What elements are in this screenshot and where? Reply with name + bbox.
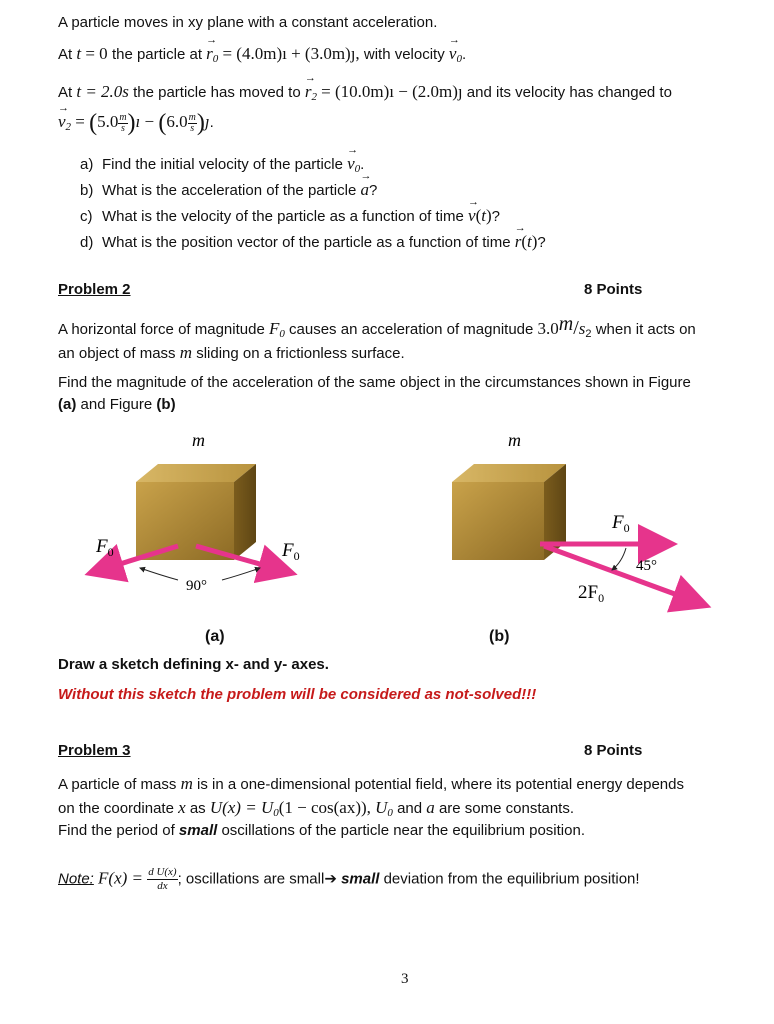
sketch-warning: Without this sketch the problem will be considered as not-solved!!! (58, 686, 537, 703)
question-d: d) What is the position vector of the particle as a function of time → r(t)? (80, 232, 546, 252)
force-label-2f-b: $2F_0$ (578, 582, 605, 605)
problem2-title: Problem 2 (58, 281, 131, 298)
problem1-intro: A particle moves in xy plane with a constant acceleration. (58, 14, 438, 31)
problem2-text4: (a) and Figure (b) (58, 396, 176, 413)
force-label-left-a: $F_0$ (96, 536, 114, 559)
problem2-text1: A horizontal force of magnitude $F_0$ causes an acceleration of magnitude $3.0m/s_2$ when it acts on (58, 313, 696, 340)
sketch-instruction: Draw a sketch defining x- and y- axes. (58, 656, 329, 673)
problem2-text2: an object of mass m sliding on a frictionless surface. (58, 343, 405, 362)
problem2-text3: Find the magnitude of the acceleration of the same object in the circumstances shown in Figure (58, 374, 691, 391)
problem2-points: 8 Points (584, 281, 643, 298)
question-b: b) What is the acceleration of the particle → a? (80, 180, 377, 200)
mass-label-a: m (192, 430, 205, 450)
problem3-note: Note: F(x) = $\frac{\text{d U(x)}}{dx}$ ; oscillations are small➔ small deviation from the equilibrium position! (58, 866, 640, 892)
page-number: 3 (401, 971, 409, 987)
figure-a-caption: (a) (205, 628, 225, 645)
problem1-v2: → $v_2 = (5.0$ $\frac{m}{s}$ )ı − (6.0 $\frac{m}{s}$ )ȷ. (58, 110, 214, 137)
force-arrow-diagonal-b (544, 546, 702, 604)
problem3-points: 8 Points (584, 742, 643, 759)
force-label-right-a: $F_0$ (282, 540, 300, 563)
problem1-line2: At t = 0 the particle at → $r_0$ = (4.0m)ı + (3.0m)ȷ, with velocity → $v_0$. (58, 44, 466, 65)
problem3-text1: A particle of mass m is in a one-dimensional potential field, where its potential energy depends (58, 774, 684, 793)
problem3-text2: on the coordinate x as $U(x) = U_0(1 - \cos(ax))$, $U_0$ and a are some constants. (58, 798, 575, 819)
mass-label-b: m (508, 430, 521, 450)
figure-b (452, 430, 702, 605)
question-c: c) What is the velocity of the particle as a function of time → v(t)? (80, 206, 500, 226)
question-a: a) Find the initial velocity of the particle → $v_0$. (80, 154, 364, 175)
angle-arc-right-a (222, 568, 260, 580)
block-a (136, 464, 256, 560)
problem3-title: Problem 3 (58, 742, 131, 759)
force-label-b: $F_0$ (612, 512, 630, 535)
angle-label-b: 45° (636, 558, 657, 574)
figure-b-caption: (b) (489, 628, 510, 645)
angle-label-a: 90° (186, 578, 207, 594)
angle-arc-left-a (140, 568, 178, 580)
problem1-line3: At t = 2.0s the particle has moved to → $r_2$ = (10.0m)ı − (2.0m)ȷ and its velocity has changed to (58, 82, 672, 103)
problem3-text3: Find the period of small oscillations of the particle near the equilibrium position. (58, 822, 585, 839)
force-figures (0, 420, 774, 660)
figure-a (94, 430, 300, 594)
angle-arc-b (612, 548, 626, 570)
